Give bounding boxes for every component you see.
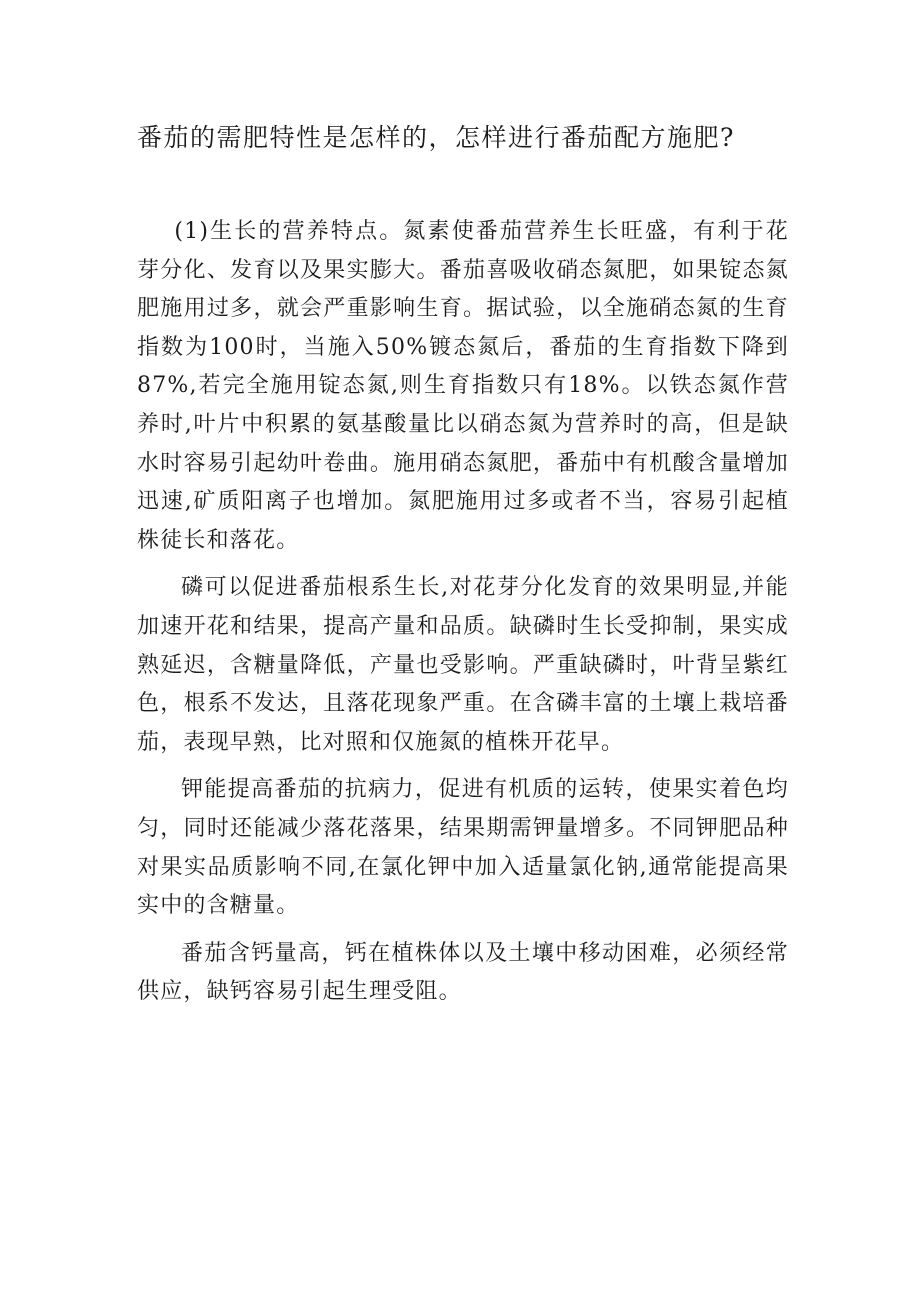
paragraph-nitrogen: (1)生长的营养特点。氮素使番茄营养生长旺盛，有利于花芽分化、发育以及果实膨大。番茄喜吸收硝态氮肥，如果锭态氮肥施用过多，就会严重影响生育。据试验，以全施硝态氮的生育指数为100时，当施入50%镀态氮后，番茄的生育指数下降到87%,若完全施用锭态氮,则生育指数只有18%。以铁态氮作营养时,叶片中积累的氨基酸量比以硝态氮为营养时的高，但是缺水时容易引起幼叶卷曲。施用硝态氮肥，番茄中有机酸含量增加迅速,矿质阳离子也增加。氮肥施用过多或者不当，容易引起植株徒长和落花。 xyxy=(137,219,789,553)
paragraph-phosphorus: 磷可以促进番茄根系生长,对花芽分化发育的效果明显,并能加速开花和结果，提高产量和品质。缺磷时生长受抑制，果实成熟延迟，含糖量降低，产量也受影响。严重缺磷时，叶背呈紫红色，根系不发达，且落花现象严重。在含磷丰富的土壤上栽培番茄，表现早熟，比对照和仅施氮的植株开花早。 xyxy=(137,575,789,755)
paragraph-calcium: 番茄含钙量高，钙在植株体以及土壤中移动困难，必须经常供应，缺钙容易引起生理受阻。 xyxy=(137,940,789,1005)
document-title: 番茄的需肥特性是怎样的，怎样进行番茄配方施肥? xyxy=(137,123,735,152)
paragraph-potassium: 钾能提高番茄的抗病力，促进有机质的运转，使果实着色均匀，同时还能减少落花落果，结果期需钾量增多。不同钾肥品种对果实品质影响不同,在氯化钾中加入适量氯化钠,通常能提高果实中的含糖量。 xyxy=(137,777,789,919)
document-body xyxy=(137,213,789,1012)
